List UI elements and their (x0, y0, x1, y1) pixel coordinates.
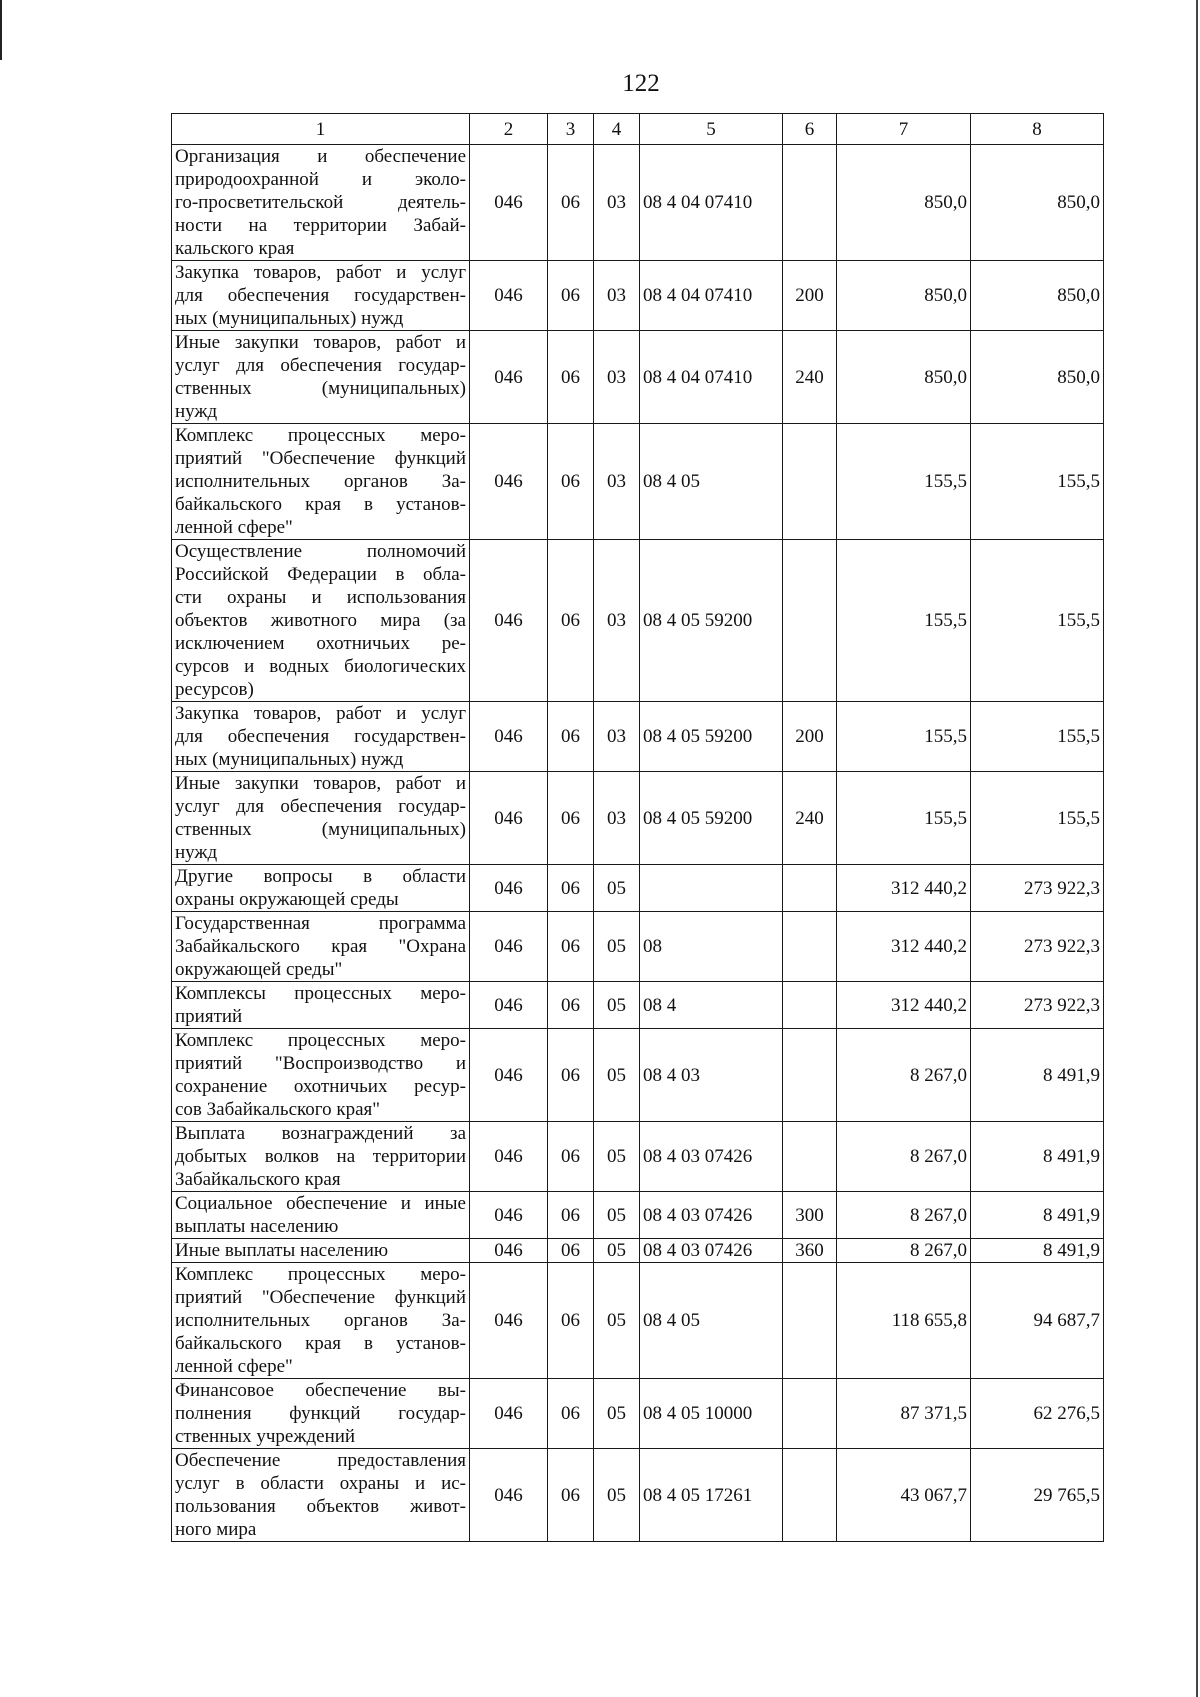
amount-year1-cell: 8 267,0 (837, 1122, 971, 1192)
row-name-line: байкальского края в установ- (175, 1333, 466, 1354)
table-row (172, 1192, 1104, 1239)
row-name-line: Финансовое обеспечение вы- (175, 1380, 466, 1401)
row-name-line: Социальное обеспечение и иные (175, 1193, 466, 1214)
table-row (172, 982, 1104, 1029)
target-code-cell: 08 4 04 07410 (640, 145, 783, 261)
admin-code-cell: 046 (470, 145, 548, 261)
row-name-line: ственных (муниципальных) (175, 378, 466, 399)
expense-type-cell: 240 (783, 331, 837, 424)
amount-year1-cell: 312 440,2 (837, 912, 971, 982)
row-name-line: Закупка товаров, работ и услуг (175, 262, 466, 283)
admin-code-cell: 046 (470, 912, 548, 982)
section-cell: 06 (548, 540, 594, 702)
amount-year2-cell: 850,0 (971, 331, 1104, 424)
subsection-cell: 03 (594, 540, 640, 702)
row-name-line: услуг для обеспечения государ- (175, 355, 466, 376)
subsection-cell: 05 (594, 1449, 640, 1542)
subsection-cell: 05 (594, 1192, 640, 1239)
admin-code-cell: 046 (470, 982, 548, 1029)
section-cell: 06 (548, 865, 594, 912)
amount-year2-cell: 273 922,3 (971, 865, 1104, 912)
expense-type-cell (783, 1379, 837, 1449)
subsection-cell: 05 (594, 1379, 640, 1449)
admin-code-cell: 046 (470, 702, 548, 772)
target-code-cell: 08 4 03 07426 (640, 1192, 783, 1239)
admin-code-cell: 046 (470, 261, 548, 331)
admin-code-cell: 046 (470, 1449, 548, 1542)
row-name-line: Обеспечение предоставления (175, 1450, 466, 1471)
amount-year2-cell: 155,5 (971, 540, 1104, 702)
scan-edge-right (1196, 0, 1198, 1697)
subsection-cell: 03 (594, 424, 640, 540)
amount-year1-cell: 312 440,2 (837, 982, 971, 1029)
amount-year2-cell: 850,0 (971, 261, 1104, 331)
row-name-line: Выплата вознаграждений за (175, 1123, 466, 1144)
admin-code-cell: 046 (470, 1239, 548, 1263)
row-name-line: Государственная программа (175, 913, 466, 934)
row-name-line: ных (муниципальных) нужд (175, 749, 404, 770)
target-code-cell: 08 4 03 07426 (640, 1239, 783, 1263)
scan-edge-left (0, 0, 2, 60)
table-row (172, 1029, 1104, 1122)
row-name-line: приятий "Воспроизводство и (175, 1053, 466, 1074)
table-row (172, 1379, 1104, 1449)
target-code-cell: 08 4 05 59200 (640, 772, 783, 865)
amount-year1-cell: 155,5 (837, 772, 971, 865)
header-cell: 2 (470, 114, 548, 145)
row-name-line: выплаты населению (175, 1216, 339, 1237)
row-name-cell (172, 1379, 470, 1449)
row-name-line: нужд (175, 842, 218, 863)
section-cell: 06 (548, 1029, 594, 1122)
row-name-line: сти охраны и использования (175, 587, 466, 608)
row-name-cell (172, 1192, 470, 1239)
table-row (172, 424, 1104, 540)
admin-code-cell: 046 (470, 1192, 548, 1239)
section-cell: 06 (548, 331, 594, 424)
expense-type-cell (783, 145, 837, 261)
row-name-line: нужд (175, 401, 218, 422)
amount-year1-cell: 155,5 (837, 540, 971, 702)
section-cell: 06 (548, 1122, 594, 1192)
row-name-cell (172, 540, 470, 702)
table-row (172, 1239, 1104, 1263)
subsection-cell: 03 (594, 772, 640, 865)
row-name-cell (172, 1449, 470, 1542)
row-name-line: природоохранной и эколо- (175, 169, 466, 190)
budget-table (171, 113, 1104, 1542)
row-name-line: ственных учреждений (175, 1426, 356, 1447)
row-name-cell (172, 912, 470, 982)
row-name-cell (172, 145, 470, 261)
amount-year1-cell: 118 655,8 (837, 1263, 971, 1379)
row-name-line: сов Забайкальского края" (175, 1099, 380, 1120)
section-cell: 06 (548, 772, 594, 865)
row-name-line: объектов животного мира (за (175, 610, 466, 631)
header-cell: 1 (172, 114, 470, 145)
row-name-line: сохранение охотничьих ресур- (175, 1076, 466, 1097)
table-row (172, 772, 1104, 865)
row-name-line: ности на территории Забай- (175, 215, 466, 236)
row-name-line: исполнительных органов За- (175, 1310, 466, 1331)
row-name-line: ных (муниципальных) нужд (175, 308, 404, 329)
amount-year2-cell: 94 687,7 (971, 1263, 1104, 1379)
row-name-line: Комплекс процессных меро- (175, 1264, 466, 1285)
row-name-line: ресурсов) (175, 679, 254, 700)
row-name-line: приятий "Обеспечение функций (175, 448, 466, 469)
row-name-line: сурсов и водных биологических (175, 656, 466, 677)
amount-year2-cell: 850,0 (971, 145, 1104, 261)
subsection-cell: 05 (594, 1263, 640, 1379)
target-code-cell: 08 4 (640, 982, 783, 1029)
row-name-line: Иные закупки товаров, работ и (175, 773, 466, 794)
table-row (172, 865, 1104, 912)
subsection-cell: 05 (594, 1029, 640, 1122)
amount-year2-cell: 155,5 (971, 424, 1104, 540)
row-name-cell (172, 331, 470, 424)
amount-year1-cell: 155,5 (837, 702, 971, 772)
amount-year2-cell: 273 922,3 (971, 912, 1104, 982)
row-name-line: Другие вопросы в области (175, 866, 466, 887)
section-cell: 06 (548, 424, 594, 540)
row-name-line: ного мира (175, 1519, 257, 1540)
section-cell: 06 (548, 912, 594, 982)
section-cell: 06 (548, 1263, 594, 1379)
table-body (172, 145, 1104, 1542)
row-name-line: для обеспечения государствен- (175, 285, 466, 306)
admin-code-cell: 046 (470, 424, 548, 540)
amount-year2-cell: 155,5 (971, 702, 1104, 772)
target-code-cell: 08 4 03 (640, 1029, 783, 1122)
expense-type-cell (783, 912, 837, 982)
row-name-line: исключением охотничьих ре- (175, 633, 466, 654)
row-name-line: Осуществление полномочий (175, 541, 466, 562)
section-cell: 06 (548, 1192, 594, 1239)
amount-year1-cell: 43 067,7 (837, 1449, 971, 1542)
target-code-cell: 08 4 03 07426 (640, 1122, 783, 1192)
expense-type-cell: 200 (783, 261, 837, 331)
row-name-line: Комплексы процессных меро- (175, 983, 466, 1004)
target-code-cell: 08 4 05 (640, 424, 783, 540)
row-name-line: полнения функций государ- (175, 1403, 466, 1424)
row-name-line: ственных (муниципальных) (175, 819, 466, 840)
amount-year1-cell: 87 371,5 (837, 1379, 971, 1449)
row-name-cell (172, 1122, 470, 1192)
section-cell: 06 (548, 982, 594, 1029)
row-name-line: Забайкальского края "Охрана (175, 936, 466, 957)
subsection-cell: 03 (594, 331, 640, 424)
table-row (172, 145, 1104, 261)
row-name-line: исполнительных органов За- (175, 471, 466, 492)
row-name-line: го-просветительской деятель- (175, 192, 466, 213)
row-name-line: добытых волков на территории (175, 1146, 466, 1167)
table-row (172, 1122, 1104, 1192)
row-name-cell (172, 261, 470, 331)
amount-year2-cell: 8 491,9 (971, 1122, 1104, 1192)
row-name-line: ленной сфере" (175, 517, 293, 538)
subsection-cell: 05 (594, 865, 640, 912)
table-row (172, 912, 1104, 982)
target-code-cell: 08 (640, 912, 783, 982)
admin-code-cell: 046 (470, 865, 548, 912)
row-name-cell (172, 865, 470, 912)
row-name-line: Иные закупки товаров, работ и (175, 332, 466, 353)
subsection-cell: 05 (594, 912, 640, 982)
row-name-cell (172, 702, 470, 772)
page-number: 122 (622, 70, 660, 97)
admin-code-cell: 046 (470, 331, 548, 424)
admin-code-cell: 046 (470, 540, 548, 702)
amount-year2-cell: 8 491,9 (971, 1192, 1104, 1239)
admin-code-cell: 046 (470, 1029, 548, 1122)
amount-year1-cell: 8 267,0 (837, 1029, 971, 1122)
expense-type-cell: 200 (783, 702, 837, 772)
section-cell: 06 (548, 145, 594, 261)
row-name-line: Иные выплаты населению (175, 1240, 389, 1261)
amount-year2-cell: 29 765,5 (971, 1449, 1104, 1542)
table-row (172, 1449, 1104, 1542)
header-cell: 8 (971, 114, 1104, 145)
table-row (172, 540, 1104, 702)
section-cell: 06 (548, 1239, 594, 1263)
row-name-cell (172, 982, 470, 1029)
section-cell: 06 (548, 261, 594, 331)
expense-type-cell (783, 1449, 837, 1542)
header-cell: 4 (594, 114, 640, 145)
row-name-cell (172, 1029, 470, 1122)
target-code-cell (640, 865, 783, 912)
admin-code-cell: 046 (470, 1263, 548, 1379)
header-cell: 7 (837, 114, 971, 145)
amount-year2-cell: 155,5 (971, 772, 1104, 865)
amount-year1-cell: 8 267,0 (837, 1192, 971, 1239)
row-name-line: Комплекс процессных меро- (175, 1030, 466, 1051)
row-name-line: для обеспечения государствен- (175, 726, 466, 747)
admin-code-cell: 046 (470, 1379, 548, 1449)
row-name-line: Организация и обеспечение (175, 146, 466, 167)
expense-type-cell (783, 982, 837, 1029)
amount-year2-cell: 8 491,9 (971, 1239, 1104, 1263)
section-cell: 06 (548, 702, 594, 772)
expense-type-cell (783, 1263, 837, 1379)
row-name-line: Забайкальского края (175, 1169, 341, 1190)
header-cell: 6 (783, 114, 837, 145)
row-name-line: ленной сфере" (175, 1356, 293, 1377)
target-code-cell: 08 4 05 59200 (640, 540, 783, 702)
table-row (172, 331, 1104, 424)
target-code-cell: 08 4 04 07410 (640, 331, 783, 424)
subsection-cell: 03 (594, 145, 640, 261)
table-row (172, 1263, 1104, 1379)
target-code-cell: 08 4 05 59200 (640, 702, 783, 772)
subsection-cell: 03 (594, 261, 640, 331)
table-row (172, 702, 1104, 772)
amount-year1-cell: 155,5 (837, 424, 971, 540)
row-name-line: кальского края (175, 238, 295, 259)
target-code-cell: 08 4 05 17261 (640, 1449, 783, 1542)
expense-type-cell (783, 865, 837, 912)
row-name-line: охраны окружающей среды (175, 889, 399, 910)
subsection-cell: 05 (594, 982, 640, 1029)
row-name-line: Закупка товаров, работ и услуг (175, 703, 466, 724)
row-name-line: байкальского края в установ- (175, 494, 466, 515)
row-name-line: услуг в области охраны и ис- (175, 1473, 466, 1494)
expense-type-cell (783, 1122, 837, 1192)
amount-year1-cell: 312 440,2 (837, 865, 971, 912)
row-name-line: услуг для обеспечения государ- (175, 796, 466, 817)
row-name-cell (172, 772, 470, 865)
table-row (172, 261, 1104, 331)
admin-code-cell: 046 (470, 1122, 548, 1192)
target-code-cell: 08 4 05 (640, 1263, 783, 1379)
row-name-line: окружающей среды" (175, 959, 343, 980)
expense-type-cell (783, 1029, 837, 1122)
header-row (172, 114, 1104, 145)
expense-type-cell (783, 540, 837, 702)
expense-type-cell (783, 424, 837, 540)
subsection-cell: 05 (594, 1239, 640, 1263)
expense-type-cell: 240 (783, 772, 837, 865)
amount-year1-cell: 850,0 (837, 331, 971, 424)
header-cell: 5 (640, 114, 783, 145)
row-name-cell (172, 1239, 470, 1263)
amount-year1-cell: 850,0 (837, 145, 971, 261)
expense-type-cell: 360 (783, 1239, 837, 1263)
amount-year2-cell: 273 922,3 (971, 982, 1104, 1029)
amount-year2-cell: 62 276,5 (971, 1379, 1104, 1449)
subsection-cell: 05 (594, 1122, 640, 1192)
subsection-cell: 03 (594, 702, 640, 772)
expense-type-cell: 300 (783, 1192, 837, 1239)
amount-year1-cell: 850,0 (837, 261, 971, 331)
row-name-line: пользования объектов живот- (175, 1496, 466, 1517)
section-cell: 06 (548, 1379, 594, 1449)
section-cell: 06 (548, 1449, 594, 1542)
target-code-cell: 08 4 05 10000 (640, 1379, 783, 1449)
row-name-line: Российской Федерации в обла- (175, 564, 466, 585)
header-cell: 3 (548, 114, 594, 145)
target-code-cell: 08 4 04 07410 (640, 261, 783, 331)
amount-year2-cell: 8 491,9 (971, 1029, 1104, 1122)
row-name-cell (172, 424, 470, 540)
row-name-line: Комплекс процессных меро- (175, 425, 466, 446)
row-name-line: приятий (175, 1006, 243, 1027)
row-name-line: приятий "Обеспечение функций (175, 1287, 466, 1308)
admin-code-cell: 046 (470, 772, 548, 865)
row-name-cell (172, 1263, 470, 1379)
amount-year1-cell: 8 267,0 (837, 1239, 971, 1263)
